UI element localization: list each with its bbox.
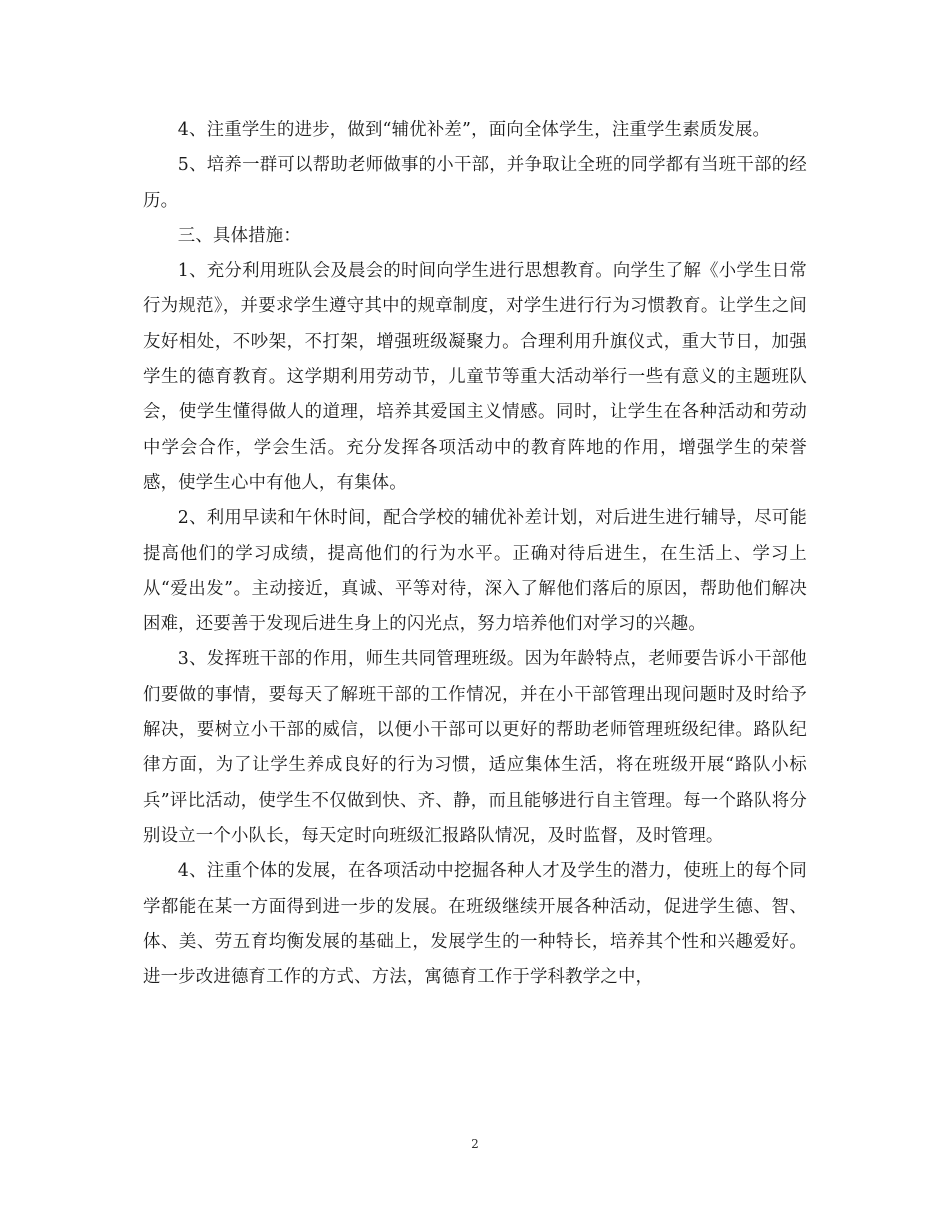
paragraph-measure-2: 2、利用早读和午休时间，配合学校的辅优补差计划，对后进生进行辅导，尽可能提高他们的学习成绩，提高他们的行为水平。正确对待后进生，在生活上、学习上从“爱出发”。主动接近，真诚、平等对待，深入了解他们落后的原因，帮助他们解决困难，还要善于发现后进生身上的闪光点，努力培养他们对学习的兴趣。 (143, 508, 807, 635)
paragraph-goal-4: 4、注重学生的进步，做到“辅优补差”，面向全体学生，注重学生素质发展。 (177, 120, 771, 140)
paragraph-measure-4: 4、注重个体的发展，在各项活动中挖掘各种人才及学生的潜力，使班上的每个同学都能在某一方面得到进一步的发展。在班级继续开展各种活动，促进学生德、智、体、美、劳五育均衡发展的基础上，发展学生的一种特长，培养其个性和兴趣爱好。进一步改进德育工作的方式、方法，寓德育工作于学科教学之中， (143, 861, 807, 988)
section-heading-measures: 三、具体措施： (177, 225, 301, 246)
paragraph-measure-1: 1、充分利用班队会及晨会的时间向学生进行思想教育。向学生了解《小学生日常行为规范》，并要求学生遵守其中的规章制度，对学生进行行为习惯教育。让学生之间友好相处，不吵架，不打架，增强班级凝聚力。合理利用升旗仪式，重大节日，加强学生的德育教育。这学期利用劳动节，儿童节等重大活动举行一些有意义的主题班队会，使学生懂得做人的道理，培养其爱国主义情感。同时，让学生在各种活动和劳动中学会合作，学会生活。充分发挥各项活动中的教育阵地的作用，增强学生的荣誉感，使学生心中有他人，有集体。 (143, 261, 807, 493)
document-body (143, 113, 807, 995)
paragraph-measure-3: 3、发挥班干部的作用，师生共同管理班级。因为年龄特点，老师要告诉小干部他们要做的事情，要每天了解班干部的工作情况，并在小干部管理出现问题时及时给予解决，要树立小干部的威信，以便小干部可以更好的帮助老师管理班级纪律。路队纪律方面，为了让学生养成良好的行为习惯，适应集体生活，将在班级开展“路队小标兵”评比活动，使学生不仅做到快、齐、静，而且能够进行自主管理。每一个路队将分别设立一个小队长，每天定时向班级汇报路队情况，及时监督，及时管理。 (143, 649, 807, 846)
page-number: 2 (471, 1137, 479, 1151)
paragraph-goal-5: 5、培养一群可以帮助老师做事的小干部，并争取让全班的同学都有当班干部的经历。 (143, 155, 807, 211)
